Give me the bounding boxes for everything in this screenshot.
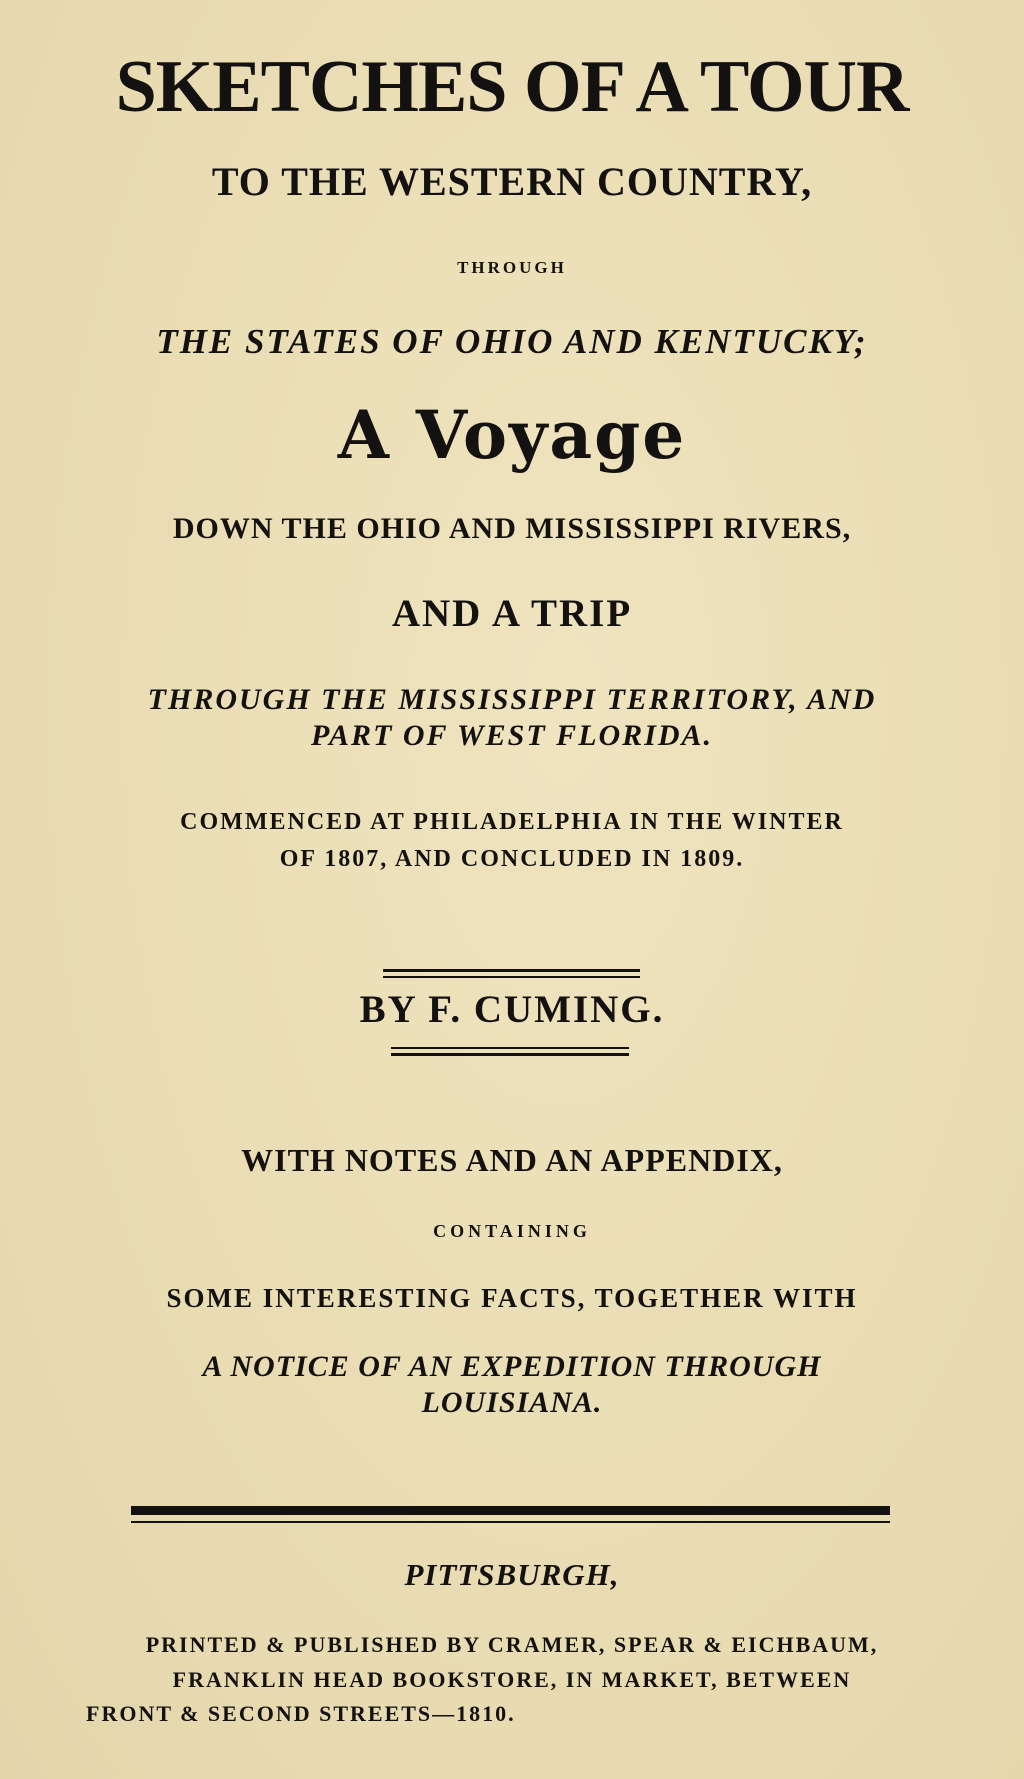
imprint-line-1: PRINTED & PUBLISHED BY CRAMER, SPEAR & EICHBAUM, [145,1632,879,1657]
facts-line: SOME INTERESTING FACTS, TOGETHER WITH [166,1283,858,1313]
notice-line-2: LOUISIANA. [421,1386,603,1419]
states-line: THE STATES OF OHIO AND KENTUCKY; [156,322,868,361]
containing-label: CONTAINING [433,1221,591,1241]
place-line: PITTSBURGH, [404,1557,620,1592]
author-rule-top-thin [383,976,640,978]
through-label: THROUGH [457,258,567,277]
territory-line-2: PART OF WEST FLORIDA. [310,719,714,752]
commenced-line-1: COMMENCED AT PHILADELPHIA IN THE WINTER [180,809,844,835]
imprint-line-3: FRONT & SECOND STREETS—1810. [86,1701,516,1726]
author-line: BY F. CUMING. [359,988,665,1031]
territory-line-1: THROUGH THE MISSISSIPPI TERRITORY, AND [147,683,877,716]
and-a-trip: AND A TRIP [391,592,633,635]
imprint-rule-thick [131,1506,890,1515]
author-rule-bottom [391,1047,629,1049]
subtitle: TO THE WESTERN COUNTRY, [211,159,813,204]
rivers-line: DOWN THE OHIO AND MISSISSIPPI RIVERS, [172,512,852,545]
notes-line: WITH NOTES AND AN APPENDIX, [241,1142,783,1178]
book-title: SKETCHES OF A TOUR [115,46,909,128]
imprint-line-2: FRANKLIN HEAD BOOKSTORE, IN MARKET, BETWEEN [172,1667,852,1692]
author-rule-top [383,969,640,972]
notice-line-1: A NOTICE OF AN EXPEDITION THROUGH [202,1350,822,1383]
author-rule-bottom-thick [391,1053,629,1056]
imprint-rule-thin [131,1521,890,1523]
commenced-line-2: OF 1807, AND CONCLUDED IN 1809. [279,846,745,872]
voyage-heading: A Voyage [337,396,687,474]
